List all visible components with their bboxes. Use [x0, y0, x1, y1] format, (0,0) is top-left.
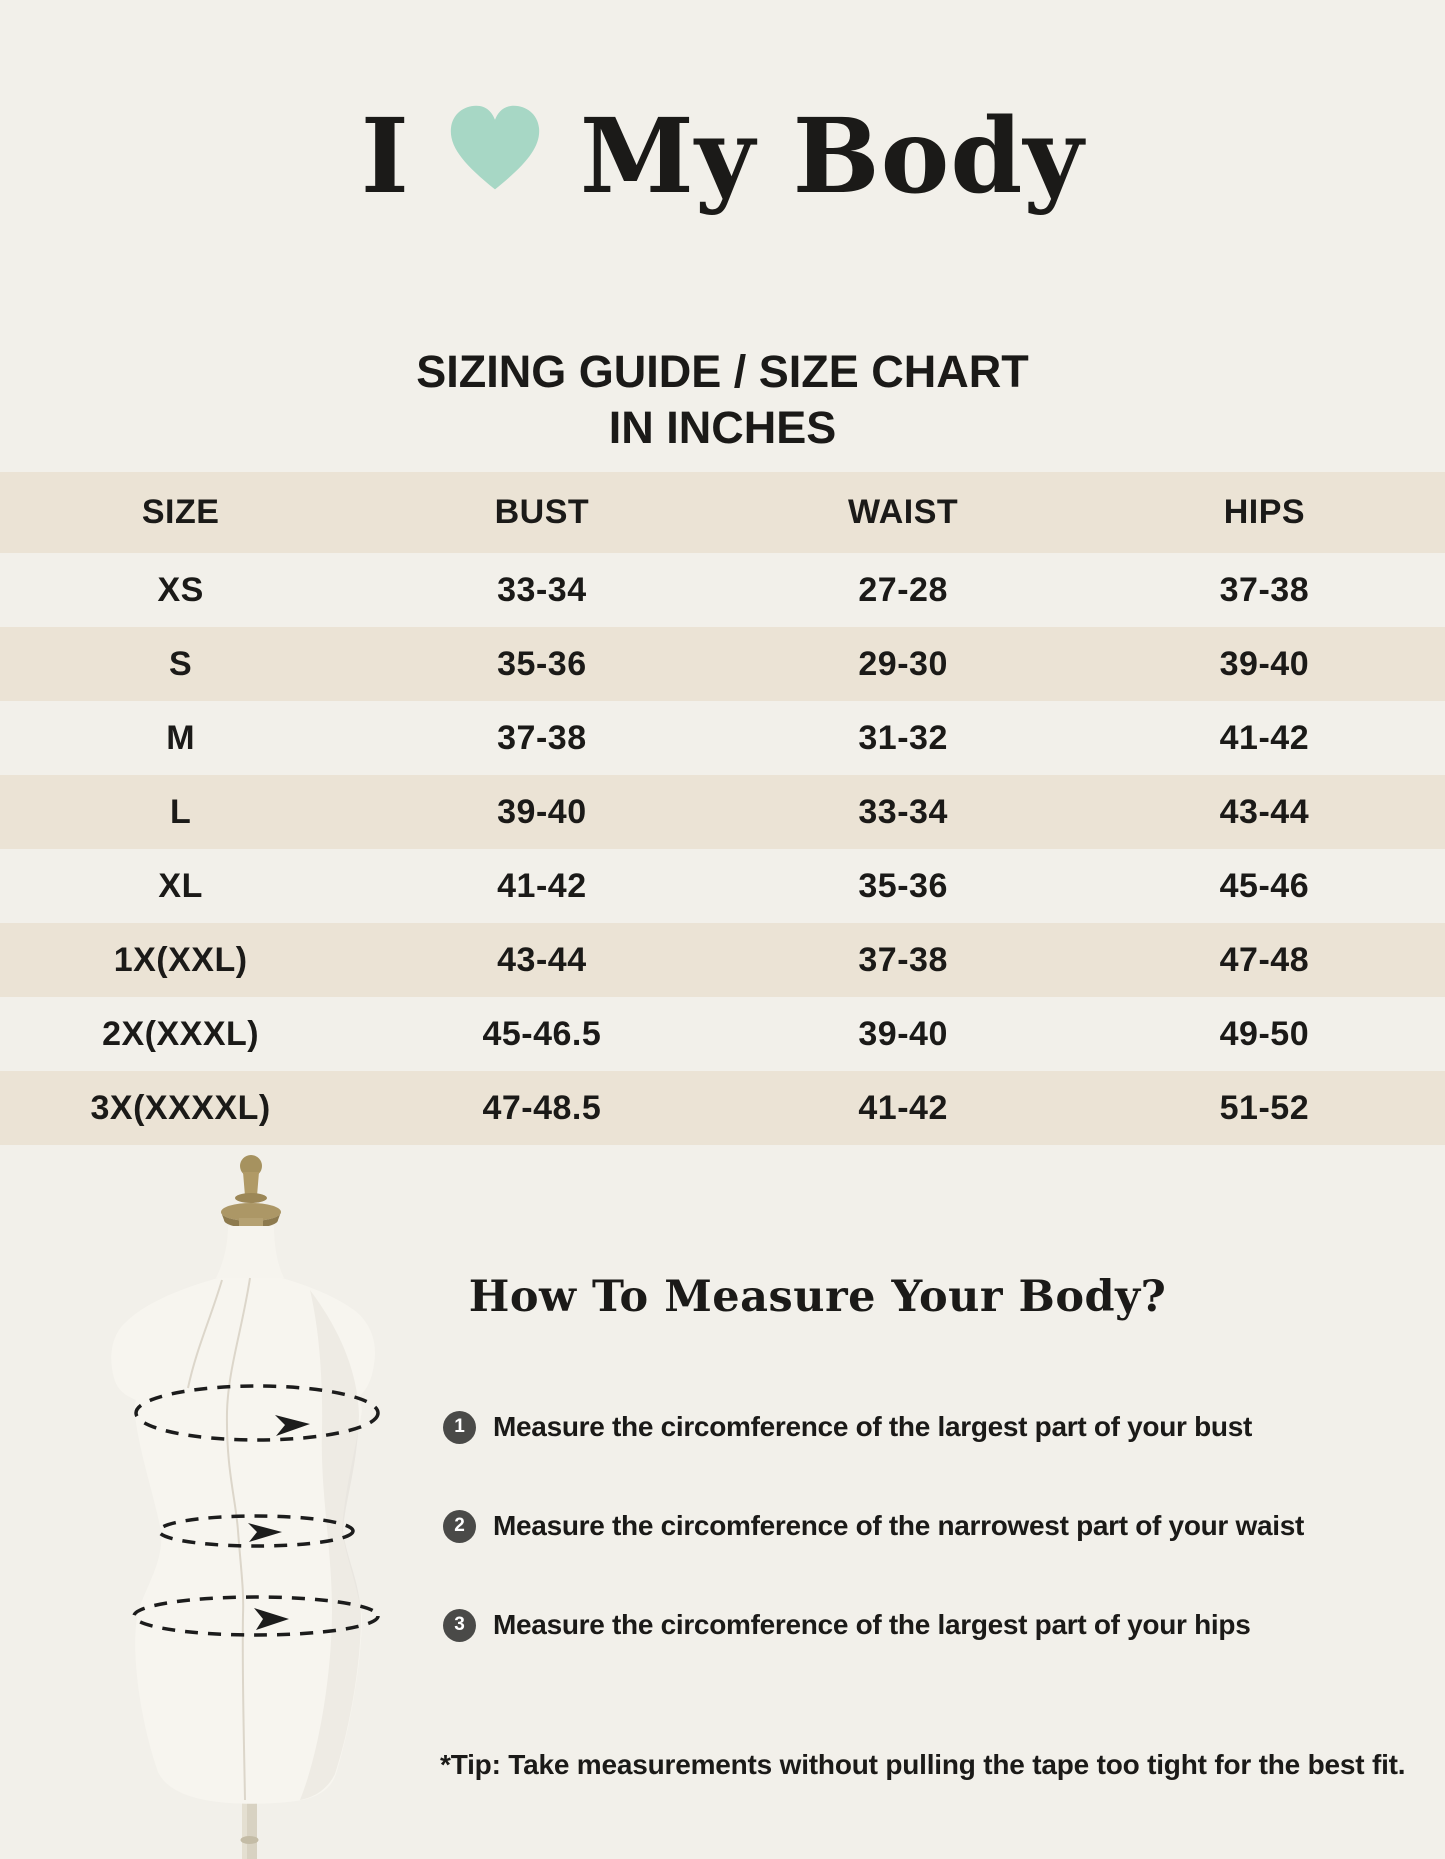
cell-hips: 41-42 — [1219, 718, 1310, 757]
cell-waist: 37-38 — [858, 940, 948, 979]
cell-hips: 43-44 — [1219, 792, 1310, 831]
cell-hips: 47-48 — [1219, 940, 1310, 979]
measure-step-1 — [443, 1407, 1252, 1447]
cell-bust: 37-38 — [497, 718, 587, 757]
heart-icon — [448, 104, 542, 192]
cell-hips: 49-50 — [1219, 1014, 1310, 1053]
table-row-1x — [0, 923, 1445, 997]
cell-size: XL — [158, 866, 203, 905]
cell-hips: 45-46 — [1219, 866, 1310, 905]
cell-bust: 45-46.5 — [482, 1014, 602, 1053]
cell-bust: 47-48.5 — [482, 1088, 602, 1127]
cell-bust: 33-34 — [497, 570, 587, 609]
measure-heading: How To Measure Your Body? — [468, 1272, 1167, 1322]
cell-bust: 41-42 — [497, 866, 587, 905]
subtitle-line-2: IN INCHES — [608, 402, 837, 453]
cell-bust: 39-40 — [497, 792, 587, 831]
measure-step-2 — [443, 1506, 1304, 1546]
cell-size: L — [169, 792, 192, 831]
cell-waist: 41-42 — [858, 1088, 948, 1127]
measure-step-3 — [443, 1605, 1250, 1645]
mannequin-finial — [221, 1155, 281, 1230]
cell-waist: 29-30 — [858, 644, 948, 683]
column-header-hips: HIPS — [1223, 493, 1306, 531]
cell-hips: 39-40 — [1219, 644, 1310, 683]
mannequin-illustration — [70, 1150, 440, 1859]
title-prefix: I — [360, 96, 410, 217]
mannequin-neck — [216, 1226, 284, 1278]
cell-hips: 37-38 — [1219, 570, 1310, 609]
page-title — [0, 96, 1445, 217]
table-row-xs — [0, 553, 1445, 627]
table-header-row — [0, 472, 1445, 553]
subtitle-line-1: SIZING GUIDE / SIZE CHART — [416, 346, 1029, 397]
title-suffix: My Body — [579, 96, 1085, 217]
cell-waist: 31-32 — [858, 718, 948, 757]
step-1-badge: 1 — [443, 1411, 476, 1444]
cell-bust: 35-36 — [497, 644, 587, 683]
cell-waist: 39-40 — [858, 1014, 948, 1053]
table-row-3x — [0, 1071, 1445, 1145]
measure-tip: *Tip: Take measurements without pulling the tape too tight for the best fit. — [440, 1749, 1406, 1780]
cell-waist: 27-28 — [858, 570, 948, 609]
step-2-badge: 2 — [443, 1510, 476, 1543]
cell-size: 3X(XXXXL) — [90, 1088, 271, 1127]
cell-size: XS — [157, 570, 204, 609]
cell-waist: 35-36 — [858, 866, 948, 905]
cell-size: M — [166, 718, 196, 757]
cell-hips: 51-52 — [1219, 1088, 1310, 1127]
cell-size: 1X(XXL) — [113, 940, 248, 979]
column-header-waist: WAIST — [848, 493, 959, 531]
cell-size: 2X(XXXL) — [102, 1014, 260, 1053]
heart-shape — [451, 106, 539, 190]
size-chart-table — [0, 472, 1445, 1145]
step-3-text: Measure the circomference of the largest part of your hips — [493, 1609, 1251, 1640]
chart-subtitle — [0, 344, 1445, 456]
cell-waist: 33-34 — [858, 792, 948, 831]
table-row-l — [0, 775, 1445, 849]
step-3-badge: 3 — [443, 1609, 476, 1642]
column-header-size: SIZE — [141, 493, 220, 531]
step-1-text: Measure the circomference of the largest part of your bust — [493, 1411, 1253, 1442]
cell-size: S — [169, 644, 193, 683]
column-header-bust: BUST — [494, 493, 590, 531]
table-row-2x — [0, 997, 1445, 1071]
table-row-xl — [0, 849, 1445, 923]
step-2-text: Measure the circomference of the narrowest part of your waist — [493, 1510, 1305, 1541]
table-row-s — [0, 627, 1445, 701]
table-row-m — [0, 701, 1445, 775]
cell-bust: 43-44 — [497, 940, 587, 979]
